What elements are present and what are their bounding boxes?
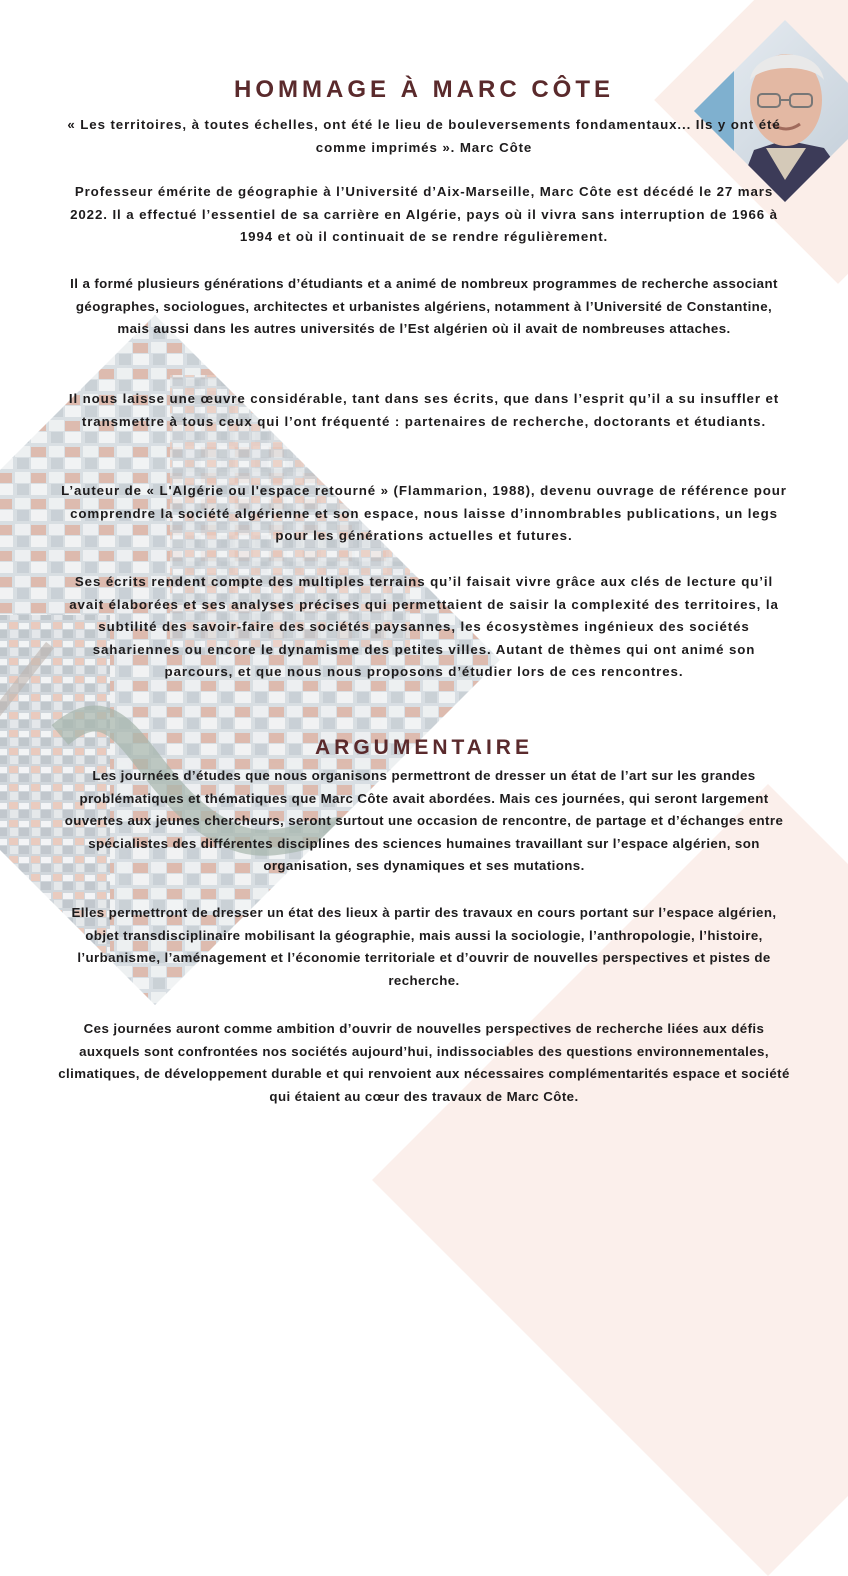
portrait-photo — [694, 20, 848, 202]
argumentaire-paragraph-3: Ces journées auront comme ambition d’ouvrir de nouvelles perspectives de recherche liées aux défis auxquels sont confrontées nos sociétés aujourd’hui, indissociables des questions environnementales, climatiques, de développement durable et qui renvoient aux nécessaires complémentarités espace et société qui étaient au cœur des travaux de Marc Côte. — [58, 1021, 790, 1104]
section-title-argumentaire: ARGUMENTAIRE — [315, 736, 533, 759]
page-title: HOMMAGE À MARC CÔTE — [234, 76, 614, 103]
argumentaire-paragraph-2: Elles permettront de dresser un état des lieux à partir des travaux en cours portant sur l’espace algérien, objet transdisciplinaire mobilisant la géographie, mais aussi la sociologie, l’anthropologie, l’histoire, l’urbanisme, l’aménagement et l’économie territoriale et d’ouvrir de nouvelles perspectives et pistes de recherche. — [71, 905, 777, 988]
paragraph-legacy: Il nous laisse une œuvre considérable, tant dans ses écrits, que dans l’esprit qu’il a su insuffler et transmettre à tous ceux qui l’ont fréquenté : partenaires de recherche, doctorants et étudiants. — [68, 391, 780, 429]
quote-text: « Les territoires, à toutes échelles, ont été le lieu de bouleversements fondamentaux... Ils y ont été comme imprimés ». Marc Côte — [67, 117, 781, 155]
argumentaire-paragraph-1: Les journées d’études que nous organisons permettront de dresser un état de l’art sur les grandes problématiques et thématiques que Marc Côte avait abordées. Mais ces journées, qui seront largement ouvertes aux jeunes chercheurs, seront surtout une occasion de rencontre, de partage et d’échanges entre spécialistes des différentes disciplines des sciences humaines travaillant sur l’espace algérien, son organisation, ses dynamiques et ses mutations. — [64, 768, 784, 873]
paragraph-writings: Ses écrits rendent compte des multiples terrains qu’il faisait vivre grâce aux clés de lecture qu’il avait élaborées et ses analyses précises qui permettaient de saisir la complexité des territoires, la subtilité des savoir-faire des sociétés paysannes, les écosystèmes ingénieux des sociétés sahariennes ou encore le dynamisme des petites villes. Autant de thèmes qui ont animé son parcours, et que nous nous proposons d’étudier lors de ces rencontres. — [69, 574, 779, 679]
paragraph-biography: Professeur émérite de géographie à l’Université d’Aix-Marseille, Marc Côte est décédé le 27 mars 2022. Il a effectué l’essentiel de sa carrière en Algérie, pays où il vivra sans interruption de 1966 à 1994 et où il continuait de se rendre régulièrement. — [70, 184, 778, 244]
paragraph-students: Il a formé plusieurs générations d’étudiants et a animé de nombreux programmes de recherche associant géographes, sociologues, architectes et urbanistes algériens, notamment à l’Université de Constantine, mais aussi dans les autres universités de l’Est algérien où il avait de nombreuses attaches. — [70, 276, 778, 336]
paragraph-publications: L’auteur de « L'Algérie ou l'espace retourné » (Flammarion, 1988), devenu ouvrage de référence pour comprendre la société algérienne et son espace, nous laisse d’innombrables publications, un legs pour les générations actuelles et futures. — [61, 483, 787, 543]
